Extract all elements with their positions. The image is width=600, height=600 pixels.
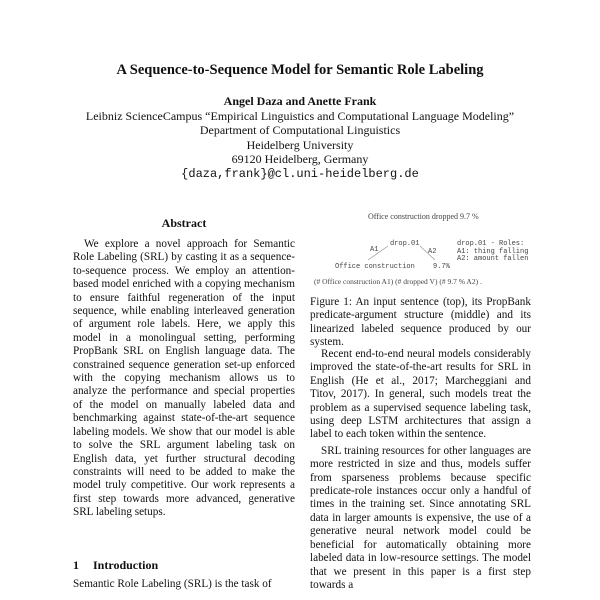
fig-role-line: drop.01 - Roles:: [457, 240, 525, 248]
fig-roles: [457, 241, 528, 264]
fig-arg1: Office construction: [335, 263, 415, 271]
abstract-text: [73, 238, 295, 520]
fig-arg1-label: A1: [370, 246, 379, 254]
fig-sentence: Office construction dropped 9.7 %: [368, 212, 479, 221]
abstract-heading: Abstract: [161, 216, 207, 230]
fig-role-line: A1: thing falling: [457, 247, 529, 256]
figure-1: [310, 212, 531, 292]
email: {daza,frank}@cl.uni-heidelberg.de: [181, 166, 419, 181]
fig-arg2: 9.7%: [433, 263, 450, 271]
paper-title: A Sequence-to-Sequence Model for Semantic Role Labeling: [116, 62, 484, 78]
paragraph: SRL training resources for other languages are more restricted in size and thus, models suffer from sparseness problems because specific predicate-role instances occur only a handful of times in the training set. Since annotating SRL data in larger amounts is expensive, the use of a generative neural network model could be beneficial for automatically obtaining more labeled data in low-resource settings. The model that we present in this paper is a first step towards a: [310, 444, 531, 591]
section-heading: [73, 558, 172, 573]
author-names: Angel Daza and Anette Frank: [223, 94, 377, 108]
abstract-body: We explore a novel approach for Semantic Role Labeling (SRL) by casting it as a sequence-to-sequence process. We employ an attention-based model enriched with a copying mechanism to ensure faithful regeneration of the input sequence, while enabling interleaved generation of argument role labels. Here, we apply this model in a monolingual setting, performing PropBank SRL on English language data. The constrained sequence generation set-up enforced with the copying mechanism allows us to analyze the performance and special properties of the model on manually labeled data and benchmarking against state-of-the-art sequence labeling models. We show that our model is able to solve the SRL argument labeling task on English data, yet further structural decoding constraints will need to be added to make the model truly competitive. Our work represents a first step towards more advanced, generative SRL labeling setups.: [73, 238, 295, 519]
university: Heidelberg University: [246, 137, 354, 152]
address: 69120 Heidelberg, Germany: [231, 152, 369, 166]
author-block: [0, 94, 600, 181]
section-title: Introduction: [93, 558, 159, 572]
intro-right-column: [310, 348, 531, 592]
intro-text: Semantic Role Labeling (SRL) is the task of: [73, 578, 272, 590]
paragraph: Recent end-to-end neural models considerably improved the state-of-the-art results for SRL in English (He et al., 2017; Marcheggiani and Titov, 2017). In general, such models treat the problem as a supervised sequence labeling task, using deep LSTM architectures that assign a label to each token within the sentence.: [310, 348, 531, 441]
section-number: 1: [73, 558, 79, 572]
fig-role-line: A2: amount fallen: [457, 255, 529, 263]
figure-caption: Figure 1: An input sentence (top), its PropBank predicate-argument structure (middle) and its linearized labeled sequence produced by our system.: [310, 296, 531, 349]
affiliation: Leibniz ScienceCampus “Empirical Linguistics and Computational Language Modeling”: [85, 108, 515, 123]
fig-linearized: (# Office construction A1) (# dropped V) (# 9.7 % A2) .: [314, 277, 482, 286]
fig-arg2-label: A2: [428, 248, 437, 256]
department: Department of Computational Linguistics: [199, 123, 401, 137]
fig-predicate: drop.01: [390, 240, 420, 248]
